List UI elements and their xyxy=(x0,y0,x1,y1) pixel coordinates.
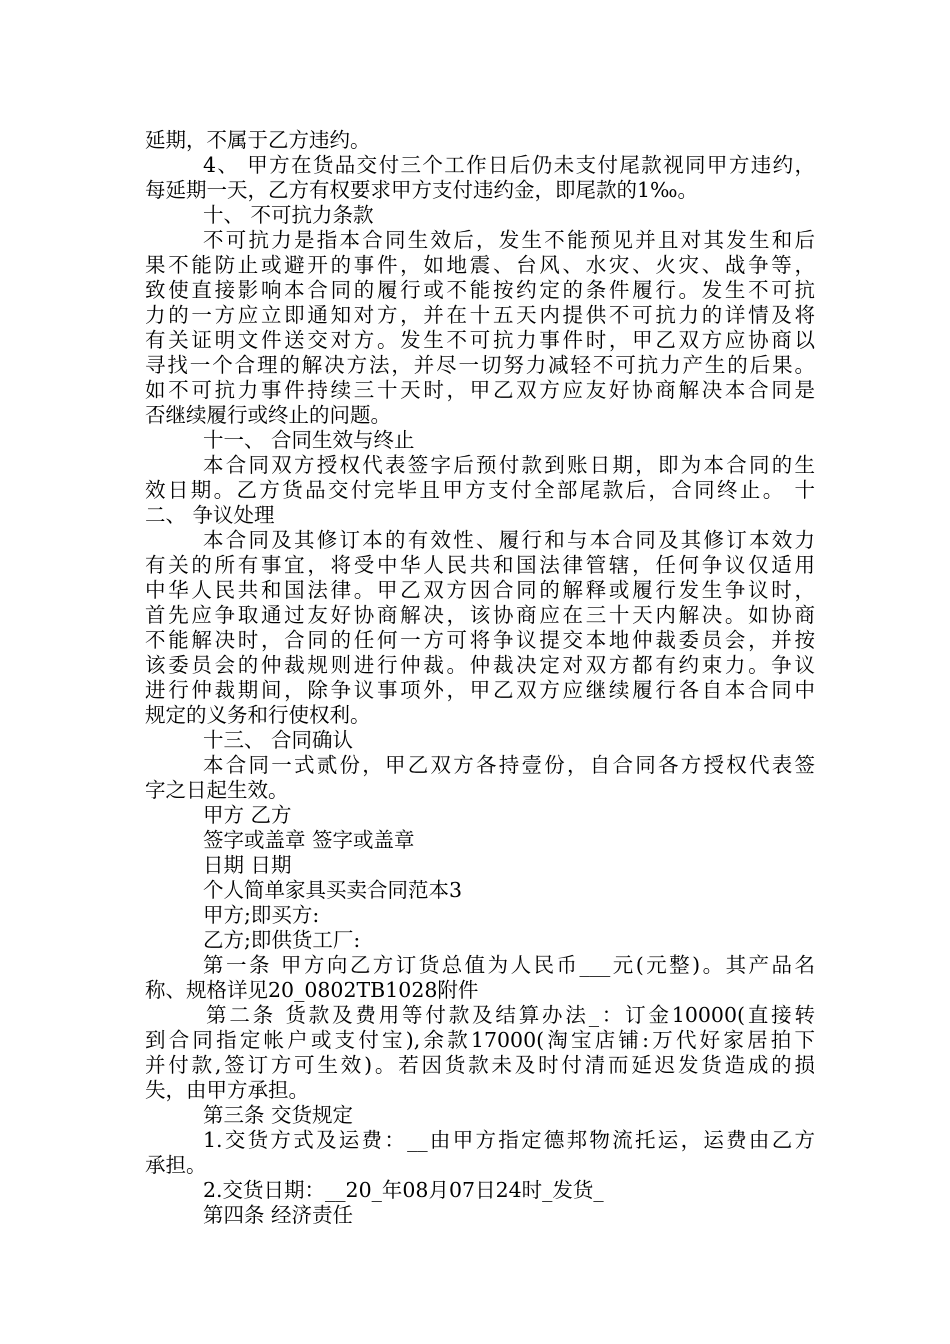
text-line: 规定的义务和行使权利。 xyxy=(145,703,371,727)
text-line: 第二条 货款及费用等付款及结算办法_：订金10000(直接转 xyxy=(206,1003,815,1027)
document-title: 个人简单家具买卖合同范本3 xyxy=(203,878,463,902)
text-line: 否继续履行或终止的问题。 xyxy=(145,403,391,427)
text-line: 力的一方应立即通知对方，并在十五天内提供不可抗力的详情及将 xyxy=(145,303,815,327)
section-heading: 第三条 交货规定 xyxy=(203,1103,354,1127)
text-line: 果不能防止或避开的事件，如地震、台风、水灾、火灾、战争等， xyxy=(145,253,815,277)
text-line: 不可抗力是指本合同生效后，发生不能预见并且对其发生和后 xyxy=(203,228,815,252)
text-line: 本合同一式贰份，甲乙双方各持壹份，自合同各方授权代表签 xyxy=(203,753,815,777)
text-line: 失，由甲方承担。 xyxy=(145,1078,309,1102)
section-heading: 第四条 经济责任 xyxy=(203,1203,354,1227)
text-line: 承担。 xyxy=(145,1153,207,1177)
section-heading: 十一、 合同生效与终止 xyxy=(203,428,415,452)
section-heading: 二、 争议处理 xyxy=(145,503,275,527)
text-line: 首先应争取通过友好协商解决，该协商应在三十天内解决。如协商 xyxy=(145,603,815,627)
text-line: 1.交货方式及运费：__由甲方指定德邦物流托运，运费由乙方 xyxy=(203,1128,815,1152)
text-line: 并付款,签订方可生效)。若因货款未及时付清而延迟发货造成的损 xyxy=(145,1053,815,1077)
text-line: 致使直接影响本合同的履行或不能按约定的条件履行。发生不可抗 xyxy=(145,278,815,302)
text-line: 中华人民共和国法律。甲乙双方因合同的解释或履行发生争议时， xyxy=(145,578,815,602)
text-line: 每延期一天，乙方有权要求甲方支付违约金，即尾款的1‰。 xyxy=(145,178,699,202)
text-line: 本合同及其修订本的有效性、履行和与本合同及其修订本效力 xyxy=(203,528,815,552)
text-line: 如不可抗力事件持续三十天时，甲乙双方应友好协商解决本合同是 xyxy=(145,378,815,402)
text-line: 延期，不属于乙方违约。 xyxy=(145,128,371,152)
text-line: 该委员会的仲裁规则进行仲裁。仲裁决定对双方都有约束力。争议 xyxy=(145,653,815,677)
text-line: 第一条 甲方向乙方订货总值为人民币___元(元整)。其产品名 xyxy=(203,953,815,977)
section-heading: 十、 不可抗力条款 xyxy=(203,203,374,227)
text-line: 寻找一个合理的解决方法，并尽一切努力减轻不可抗力产生的后果。 xyxy=(145,353,815,377)
text-line: 有关证明文件送交对方。发生不可抗力事件时，甲乙双方应协商以 xyxy=(145,328,815,352)
text-line: 4、 甲方在货品交付三个工作日后仍未支付尾款视同甲方违约， xyxy=(203,153,815,177)
party-b-line: 乙方;即供货工厂: xyxy=(203,928,361,952)
signature-labels: 签字或盖章 签字或盖章 xyxy=(203,828,415,852)
section-heading: 十三、 合同确认 xyxy=(203,728,354,752)
text-line: 2.交货日期：__20_年08月07日24时_发货_ xyxy=(203,1178,604,1202)
text-line: 称、规格详见20_0802TB1028附件 xyxy=(145,978,479,1002)
party-a-line: 甲方;即买方: xyxy=(203,903,320,927)
date-labels: 日期 日期 xyxy=(203,853,292,877)
text-line: 效日期。乙方货品交付完毕且甲方支付全部尾款后，合同终止。 十 xyxy=(145,478,815,502)
text-line: 本合同双方授权代表签字后预付款到账日期，即为本合同的生 xyxy=(203,453,815,477)
text-line: 字之日起生效。 xyxy=(145,778,289,802)
text-line: 到合同指定帐户或支付宝),余款17000(淘宝店铺:万代好家居拍下 xyxy=(145,1028,815,1052)
text-line: 不能解决时，合同的任何一方可将争议提交本地仲裁委员会，并按 xyxy=(145,628,815,652)
text-line: 进行仲裁期间，除争议事项外，甲乙双方应继续履行各自本合同中 xyxy=(145,678,815,702)
text-line: 有关的所有事宜，将受中华人民共和国法律管辖，任何争议仅适用 xyxy=(145,553,815,577)
party-labels: 甲方 乙方 xyxy=(203,803,292,827)
